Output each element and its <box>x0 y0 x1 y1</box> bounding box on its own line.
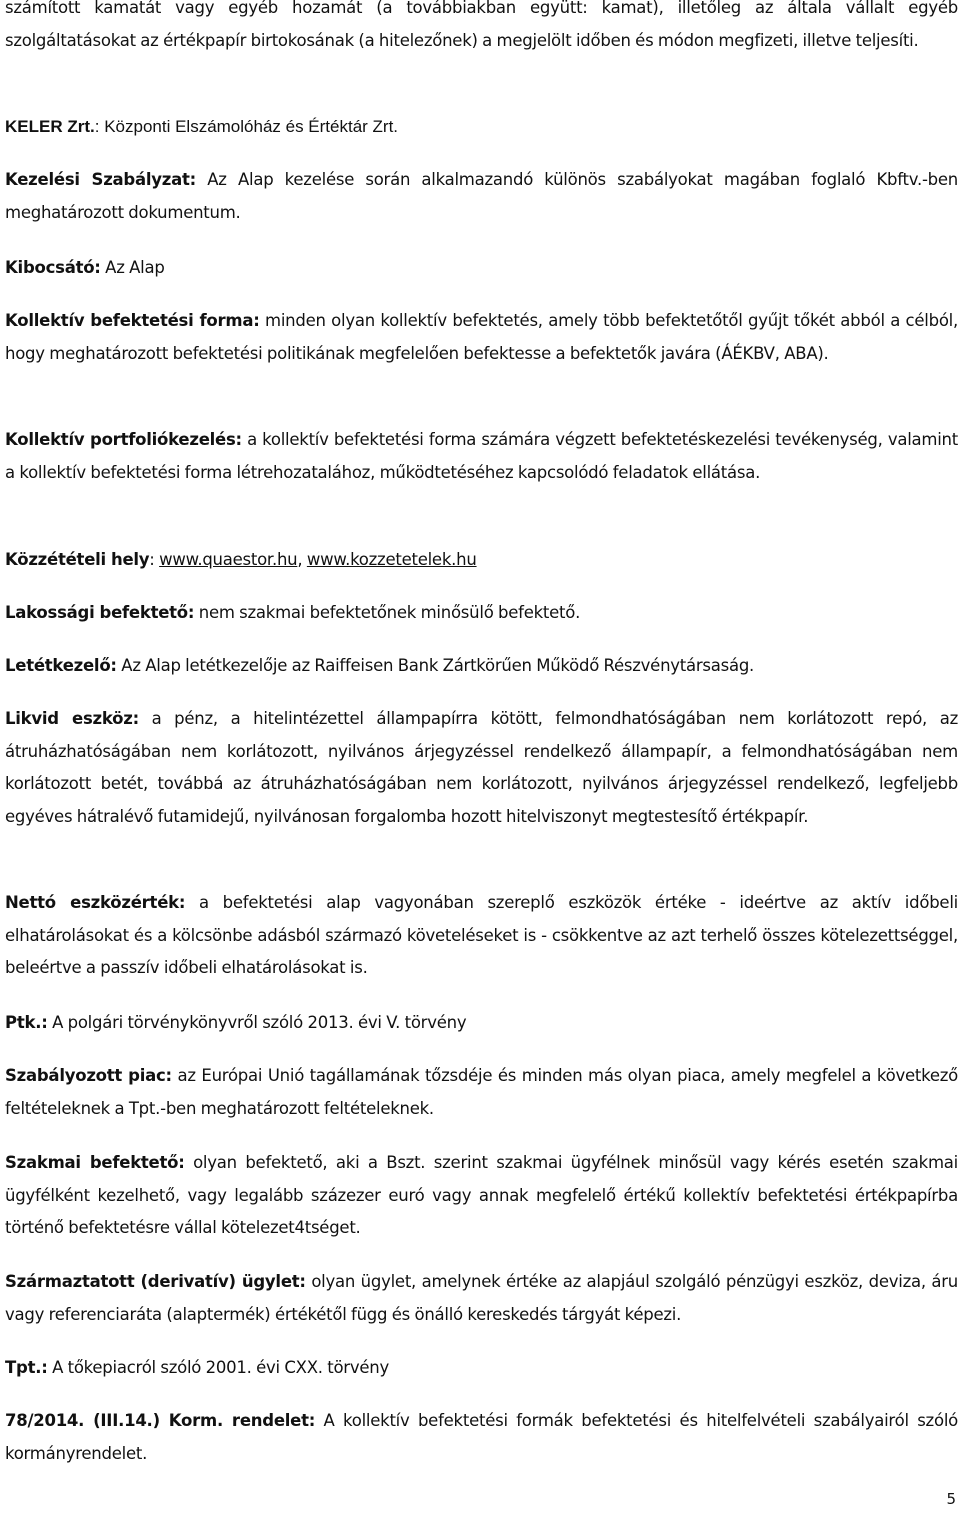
definition-korm-rendelet <box>5 1405 958 1470</box>
definition-kibocsato <box>5 252 958 285</box>
definition-term: Likvid eszköz: <box>5 709 139 728</box>
definition-text: olyan ügylet, amelynek értéke az alapjául szolgáló pénzügyi eszköz, deviza, áru vagy referenciaráta (alaptermék) értékétől függ és önálló kereskedés tárgyát képezi. <box>5 1272 958 1324</box>
definition-term: Kezelési Szabályzat: <box>5 170 197 189</box>
definition-text: A polgári törvénykönyvről szóló 2013. évi V. törvény <box>47 1013 467 1032</box>
definition-term: Kollektív portfoliókezelés: <box>5 430 242 449</box>
definition-text: A kollektív befektetési formák befektetési és hitelfelvételi szabályairól szóló kormányrendelet. <box>5 1411 958 1463</box>
definition-kollektiv-portfoliokezeles <box>5 424 958 489</box>
definition-text: Az Alap <box>100 258 165 277</box>
definition-kollektiv-befektetesi-forma <box>5 305 958 370</box>
definition-szabalyozott-piac <box>5 1060 958 1125</box>
paragraph-continuation <box>5 0 958 57</box>
definition-text: olyan befektető, aki a Bszt. szerint szakmai ügyfélnek minősül vagy kérés esetén szakmai ügyfélként kezelhető, vagy legalább százezer euró vagy annak megfelelő értékű kollektív befektetési értékpapírba történő befektetésre vállal kötelezet4tséget. <box>5 1153 958 1237</box>
definition-text: Az Alap kezelése során alkalmazandó különös szabályokat magában foglaló Kbftv.-ben meghatározott dokumentum. <box>5 170 958 222</box>
definition-szarmaztatott-ugylet <box>5 1266 958 1331</box>
definition-kezelesi-szabalyzat <box>5 164 958 229</box>
definition-text: a pénz, a hitelintézettel állampapírra kötött, felmondhatóságában nem korlátozott repó, az átruházhatóságában nem korlátozott, nyilvános árjegyzéssel rendelkező állampapír, a felmondhatóságában nem korlátozott betét, továbbá az átruházhatóságában nem korlátozott, nyilvános árjegyzéssel rendelkező, legfeljebb egyéves hátralévő futamidejű, nyilvánosan forgalomba hozott hitelviszonyt megtestesítő értékpapír. <box>5 709 958 826</box>
definition-term: Kibocsátó: <box>5 258 101 277</box>
kozzetetelek-link[interactable]: www.kozzetetelek.hu <box>306 550 477 569</box>
definition-kozzeteteli-hely <box>5 544 958 577</box>
definition-netto-eszkozertek <box>5 887 958 985</box>
definition-term: KELER Zrt. <box>5 117 95 136</box>
definition-tpt <box>5 1352 958 1385</box>
definition-term: Lakossági befektető: <box>5 603 195 622</box>
definition-term: Ptk.: <box>5 1013 48 1032</box>
definition-term: Nettó eszközérték: <box>5 893 186 912</box>
definition-term: Szakmai befektető: <box>5 1153 185 1172</box>
definition-letetkezelo <box>5 650 958 683</box>
definition-term: Származtatott (derivatív) ügylet: <box>5 1272 306 1291</box>
paragraph-text: számított kamatát vagy egyéb hozamát (a továbbiakban együtt: kamat), illetőleg az általa vállalt egyéb szolgáltatásokat az értékpapír birtokosának (a hitelezőnek) a megjelölt időben és módon megfizeti, illetve teljesíti. <box>5 0 958 50</box>
definition-likvid-eszkoz <box>5 703 958 833</box>
quaestor-link[interactable]: www.quaestor.hu <box>159 550 298 569</box>
definition-term: Letétkezelő: <box>5 656 117 675</box>
definition-term: 78/2014. (III.14.) Korm. rendelet: <box>5 1411 316 1430</box>
definition-text: Központi Elszámolóház és Értéktár Zrt. <box>99 117 399 136</box>
definition-text: nem szakmai befektetőnek minősülő befektető. <box>194 603 581 622</box>
page-number: 5 <box>946 1490 956 1508</box>
definition-ptk <box>5 1007 958 1040</box>
definition-text: A tőkepiacról szóló 2001. évi CXX. törvény <box>47 1358 389 1377</box>
definition-lakossagi-befekteto <box>5 597 958 630</box>
definition-szakmai-befekteto <box>5 1147 958 1245</box>
definition-keler <box>5 111 958 144</box>
definition-term: Tpt.: <box>5 1358 48 1377</box>
definition-separator: : <box>94 117 100 136</box>
definition-term: Kollektív befektetési forma: <box>5 311 260 330</box>
definition-text: a befektetési alap vagyonában szereplő eszközök értéke - ideértve az aktív időbeli elhatárolásokat és a kölcsönbe adásból származó követeléseket is - csökkentve az azt terhelő összes kötelezettséggel, beleértve a passzív időbeli elhatárolásokat is. <box>5 893 958 977</box>
definition-term: Közzétételi hely <box>5 550 150 569</box>
link-separator: , <box>297 550 307 569</box>
definition-text: minden olyan kollektív befektetés, amely több befektetőtől gyűjt tőkét abból a célból, hogy meghatározott befektetési politikának megfelelően befektesse a befektetők javára (ÁÉKBV, ABA). <box>5 311 958 363</box>
definition-text: a kollektív befektetési forma számára végzett befektetéskezelési tevékenység, valamint a kollektív befektetési forma létrehozatalához, működtetéséhez kapcsolódó feladatok ellátása. <box>5 430 958 482</box>
definition-text: Az Alap letétkezelője az Raiffeisen Bank Zártkörűen Működő Részvénytársaság. <box>116 656 755 675</box>
definition-text: az Európai Unió tagállamának tőzsdéje és minden más olyan piaca, amely megfelel a következő feltételeknek a Tpt.-ben meghatározott feltételeknek. <box>5 1066 958 1118</box>
definition-term: Szabályozott piac: <box>5 1066 172 1085</box>
definition-separator: : <box>149 550 160 569</box>
